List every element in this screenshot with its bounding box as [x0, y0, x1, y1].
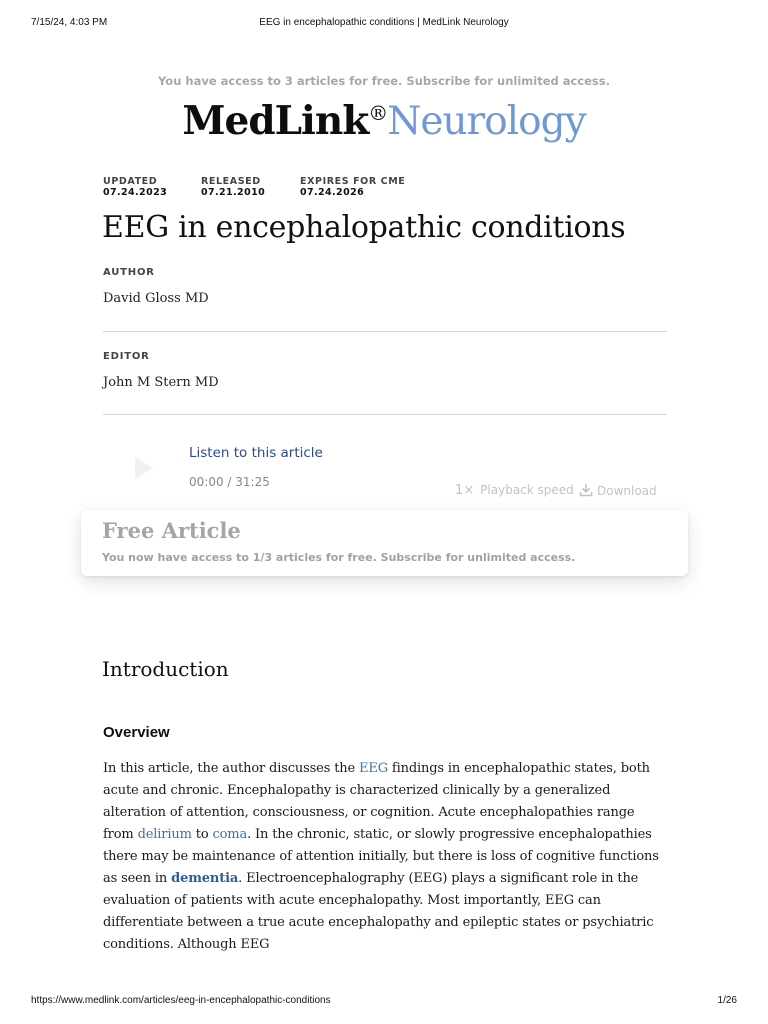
print-datetime: 7/15/24, 4:03 PM — [31, 17, 108, 28]
eeg-link[interactable]: EEG — [359, 761, 388, 776]
meta-updated-value: 07.24.2023 — [103, 187, 168, 198]
playback-speed-value: 1× — [455, 483, 475, 498]
download-icon — [579, 483, 593, 497]
meta-released-value: 07.21.2010 — [201, 187, 266, 198]
access-notice[interactable]: You have access to 3 articles for free. Subscribe for unlimited access. — [158, 74, 610, 88]
medlink-logo[interactable] — [0, 88, 768, 147]
author-label: AUTHOR — [103, 267, 155, 278]
meta-updated — [103, 176, 167, 198]
section-heading: Introduction — [102, 657, 229, 681]
print-page-number: 1/26 — [717, 995, 737, 1006]
free-article-title: Free Article — [102, 518, 241, 543]
article-title: EEG in encephalopathic conditions — [102, 210, 626, 245]
delirium-link[interactable]: delirium — [137, 827, 192, 842]
dementia-link[interactable]: dementia — [171, 871, 239, 886]
intro-paragraph — [103, 758, 665, 956]
meta-updated-label: UPDATED — [103, 176, 158, 187]
playback-speed-label: Playback speed — [480, 483, 574, 497]
playback-speed-button[interactable] — [455, 483, 574, 498]
paragraph-text: to — [191, 827, 213, 842]
meta-expires — [300, 176, 405, 198]
editor-name[interactable]: John M Stern MD — [103, 375, 219, 390]
meta-expires-value: 07.24.2026 — [300, 187, 365, 198]
paragraph-text: . Electroencephalography (EEG) plays a significant role in the evaluation of patients with acute encephalopathy. Most importantly, EEG can differentiate between a true acute encephalopathy and epileptic states or psychiatric conditions. Although EEG — [103, 871, 654, 952]
coma-link[interactable]: coma — [212, 827, 248, 842]
article-meta — [103, 176, 668, 200]
download-button[interactable] — [579, 483, 657, 498]
free-article-banner — [81, 510, 688, 576]
free-article-subtitle[interactable]: You now have access to 1/3 articles for free. Subscribe for unlimited access. — [102, 551, 576, 564]
play-icon[interactable] — [135, 457, 153, 479]
meta-released-label: RELEASED — [201, 176, 261, 187]
divider — [103, 414, 667, 415]
paragraph-text: findings in encephalopathic states, both acute and chronic. Encephalopathy is characterized clinically by a generalized alteration of attention, consciousness, or cognition. Acute encephalopathies range from — [103, 761, 650, 842]
print-page-title: EEG in encephalopathic conditions | MedLink Neurology — [259, 17, 509, 28]
subsection-heading: Overview — [103, 724, 170, 741]
meta-released — [201, 176, 265, 198]
meta-expires-label: EXPIRES FOR CME — [300, 176, 406, 187]
print-url: https://www.medlink.com/articles/eeg-in-encephalopathic-conditions — [31, 995, 331, 1006]
logo-registered: ® — [368, 101, 388, 125]
logo-neurology: Neurology — [387, 99, 586, 144]
listen-label: Listen to this article — [189, 445, 323, 461]
audio-player — [103, 440, 667, 508]
author-name[interactable]: David Gloss MD — [103, 291, 209, 306]
paragraph-text: In this article, the author discusses the — [103, 761, 360, 776]
download-label: Download — [597, 484, 657, 498]
paragraph-text: . In the chronic, static, or slowly progressive encephalopathies there may be maintenance of attention initially, but there is loss of cognitive functions as seen in — [103, 827, 659, 886]
logo-medlink: MedLink — [182, 98, 369, 144]
divider — [103, 331, 667, 332]
playback-time: 00:00 / 31:25 — [189, 475, 270, 489]
editor-label: EDITOR — [103, 351, 150, 362]
